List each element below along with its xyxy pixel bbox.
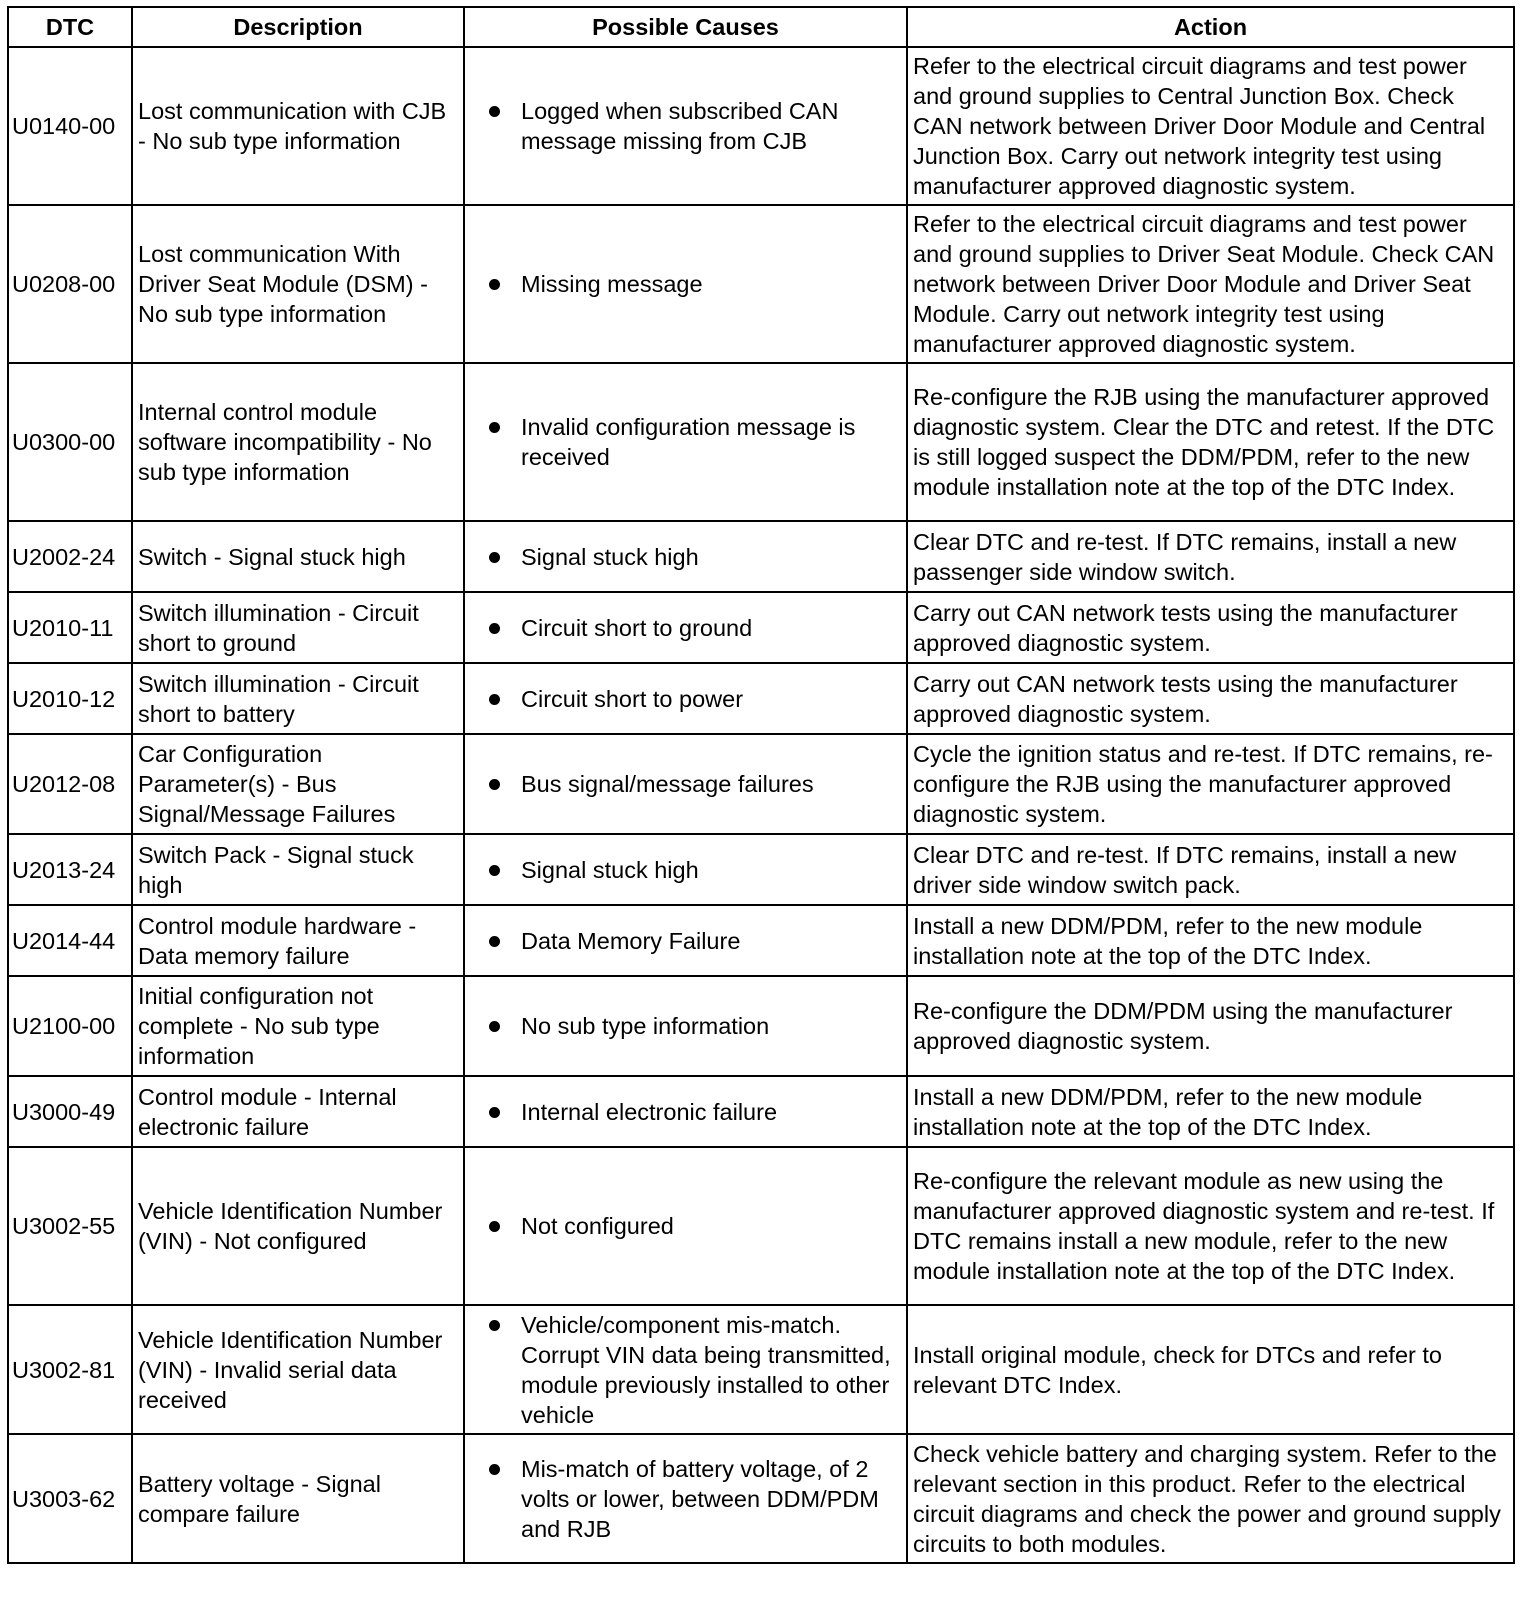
dtc-description: Vehicle Identification Number (VIN) - Invalid serial data received: [132, 1305, 464, 1434]
cause-text: Invalid configuration message is received: [521, 414, 856, 470]
cause-text: Bus signal/message failures: [521, 771, 814, 797]
dtc-description: Internal control module software incompatibility - No sub type information: [132, 363, 464, 521]
table-header-row: [8, 7, 1514, 47]
header-description: Description: [132, 7, 464, 47]
bullet-icon: [489, 422, 500, 433]
possible-cause: [464, 1147, 907, 1305]
dtc-description: Switch illumination - Circuit short to battery: [132, 663, 464, 734]
dtc-description: Switch Pack - Signal stuck high: [132, 834, 464, 905]
possible-cause: [464, 363, 907, 521]
dtc-code: U2002-24: [8, 521, 132, 592]
dtc-code: U2010-11: [8, 592, 132, 663]
possible-cause: [464, 976, 907, 1076]
table-row: [8, 47, 1514, 205]
possible-cause: [464, 1305, 907, 1434]
possible-cause: [464, 592, 907, 663]
cause-text: Internal electronic failure: [521, 1098, 778, 1125]
table-row: [8, 976, 1514, 1076]
dtc-code: U0140-00: [8, 47, 132, 205]
dtc-description: Battery voltage - Signal compare failure: [132, 1434, 464, 1563]
possible-cause: [464, 734, 907, 834]
dtc-description: Car Configuration Parameter(s) - Bus Signal/Message Failures: [132, 734, 464, 834]
dtc-action: Check vehicle battery and charging system. Refer to the relevant section in this product. Refer to the electrical circuit diagrams and check the power and ground supply circuits to both modules.: [907, 1434, 1514, 1563]
cause-text: Vehicle/component mis-match. Corrupt VIN data being transmitted, module previously installed to other vehicle: [521, 1311, 891, 1428]
dtc-code: U3002-81: [8, 1305, 132, 1434]
cause-text: Data Memory Failure: [521, 927, 741, 954]
possible-cause: [464, 47, 907, 205]
dtc-description: Control module - Internal electronic failure: [132, 1076, 464, 1147]
cause-text: Mis-match of battery voltage, of 2 volts or lower, between DDM/PDM and RJB: [521, 1455, 879, 1542]
dtc-code: U2100-00: [8, 976, 132, 1076]
bullet-icon: [489, 552, 500, 563]
dtc-description: Switch illumination - Circuit short to ground: [132, 592, 464, 663]
dtc-action: Carry out CAN network tests using the manufacturer approved diagnostic system.: [907, 663, 1514, 734]
possible-cause: [464, 663, 907, 734]
table-row: [8, 1076, 1514, 1147]
dtc-table: [7, 6, 1515, 1564]
possible-cause: [464, 205, 907, 363]
header-possible-causes: Possible Causes: [464, 7, 907, 47]
dtc-action: Refer to the electrical circuit diagrams and test power and ground supplies to Driver Seat Module. Check CAN network between Driver Door Module and Driver Seat Module. Carry out network integrity test using manufacturer approved diagnostic system.: [907, 205, 1514, 363]
dtc-code: U2012-08: [8, 734, 132, 834]
cause-text: Missing message: [521, 271, 703, 297]
dtc-action: Clear DTC and re-test. If DTC remains, install a new passenger side window switch.: [907, 521, 1514, 592]
table-row: [8, 205, 1514, 363]
possible-cause: [464, 1076, 907, 1147]
cause-text: Signal stuck high: [521, 856, 699, 883]
bullet-icon: [489, 1320, 500, 1331]
dtc-action: Carry out CAN network tests using the manufacturer approved diagnostic system.: [907, 592, 1514, 663]
dtc-code: U0300-00: [8, 363, 132, 521]
dtc-code: U3003-62: [8, 1434, 132, 1563]
dtc-code: U3000-49: [8, 1076, 132, 1147]
dtc-code: U3002-55: [8, 1147, 132, 1305]
possible-cause: [464, 521, 907, 592]
bullet-icon: [489, 623, 500, 634]
dtc-action: Cycle the ignition status and re-test. If DTC remains, re-configure the RJB using the manufacturer approved diagnostic system.: [907, 734, 1514, 834]
bullet-icon: [489, 1107, 500, 1118]
cause-text: Not configured: [521, 1213, 674, 1239]
cause-text: No sub type information: [521, 1013, 770, 1039]
header-action: Action: [907, 7, 1514, 47]
bullet-icon: [489, 936, 500, 947]
dtc-action: Refer to the electrical circuit diagrams and test power and ground supplies to Central Junction Box. Check CAN network between Driver Door Module and Central Junction Box. Carry out network integrity test using manufacturer approved diagnostic system.: [907, 47, 1514, 205]
bullet-icon: [489, 106, 500, 117]
bullet-icon: [489, 779, 500, 790]
header-dtc: DTC: [8, 7, 132, 47]
table-row: [8, 905, 1514, 976]
table-row: [8, 734, 1514, 834]
dtc-action: Clear DTC and re-test. If DTC remains, install a new driver side window switch pack.: [907, 834, 1514, 905]
dtc-code: U2014-44: [8, 905, 132, 976]
dtc-description: Control module hardware - Data memory failure: [132, 905, 464, 976]
bullet-icon: [489, 865, 500, 876]
possible-cause: [464, 1434, 907, 1563]
table-row: [8, 592, 1514, 663]
cause-text: Circuit short to ground: [521, 614, 753, 641]
table-row: [8, 521, 1514, 592]
cause-text: Signal stuck high: [521, 543, 699, 570]
table-row: [8, 663, 1514, 734]
possible-cause: [464, 905, 907, 976]
dtc-description: Switch - Signal stuck high: [132, 521, 464, 592]
dtc-action: Re-configure the relevant module as new using the manufacturer approved diagnostic system and re-test. If DTC remains install a new module, refer to the new module installation note at the top of the DTC Index.: [907, 1147, 1514, 1305]
dtc-description: Lost communication With Driver Seat Module (DSM) - No sub type information: [132, 205, 464, 363]
table-row: [8, 834, 1514, 905]
cause-text: Circuit short to power: [521, 685, 744, 712]
dtc-action: Install original module, check for DTCs and refer to relevant DTC Index.: [907, 1305, 1514, 1434]
bullet-icon: [489, 694, 500, 705]
dtc-action: Re-configure the RJB using the manufacturer approved diagnostic system. Clear the DTC and retest. If the DTC is still logged suspect the DDM/PDM, refer to the new module installation note at the top of the DTC Index.: [907, 363, 1514, 521]
bullet-icon: [489, 1221, 500, 1232]
bullet-icon: [489, 279, 500, 290]
dtc-code: U0208-00: [8, 205, 132, 363]
table-row: [8, 1434, 1514, 1563]
dtc-code: U2013-24: [8, 834, 132, 905]
dtc-description: Vehicle Identification Number (VIN) - Not configured: [132, 1147, 464, 1305]
dtc-description: Lost communication with CJB - No sub type information: [132, 47, 464, 205]
dtc-action: Install a new DDM/PDM, refer to the new module installation note at the top of the DTC Index.: [907, 905, 1514, 976]
table-row: [8, 363, 1514, 521]
dtc-action: Install a new DDM/PDM, refer to the new module installation note at the top of the DTC Index.: [907, 1076, 1514, 1147]
table-row: [8, 1147, 1514, 1305]
cause-text: Logged when subscribed CAN message missing from CJB: [521, 98, 839, 154]
table-row: [8, 1305, 1514, 1434]
dtc-code: U2010-12: [8, 663, 132, 734]
bullet-icon: [489, 1464, 500, 1475]
bullet-icon: [489, 1021, 500, 1032]
possible-cause: [464, 834, 907, 905]
dtc-action: Re-configure the DDM/PDM using the manufacturer approved diagnostic system.: [907, 976, 1514, 1076]
dtc-description: Initial configuration not complete - No sub type information: [132, 976, 464, 1076]
